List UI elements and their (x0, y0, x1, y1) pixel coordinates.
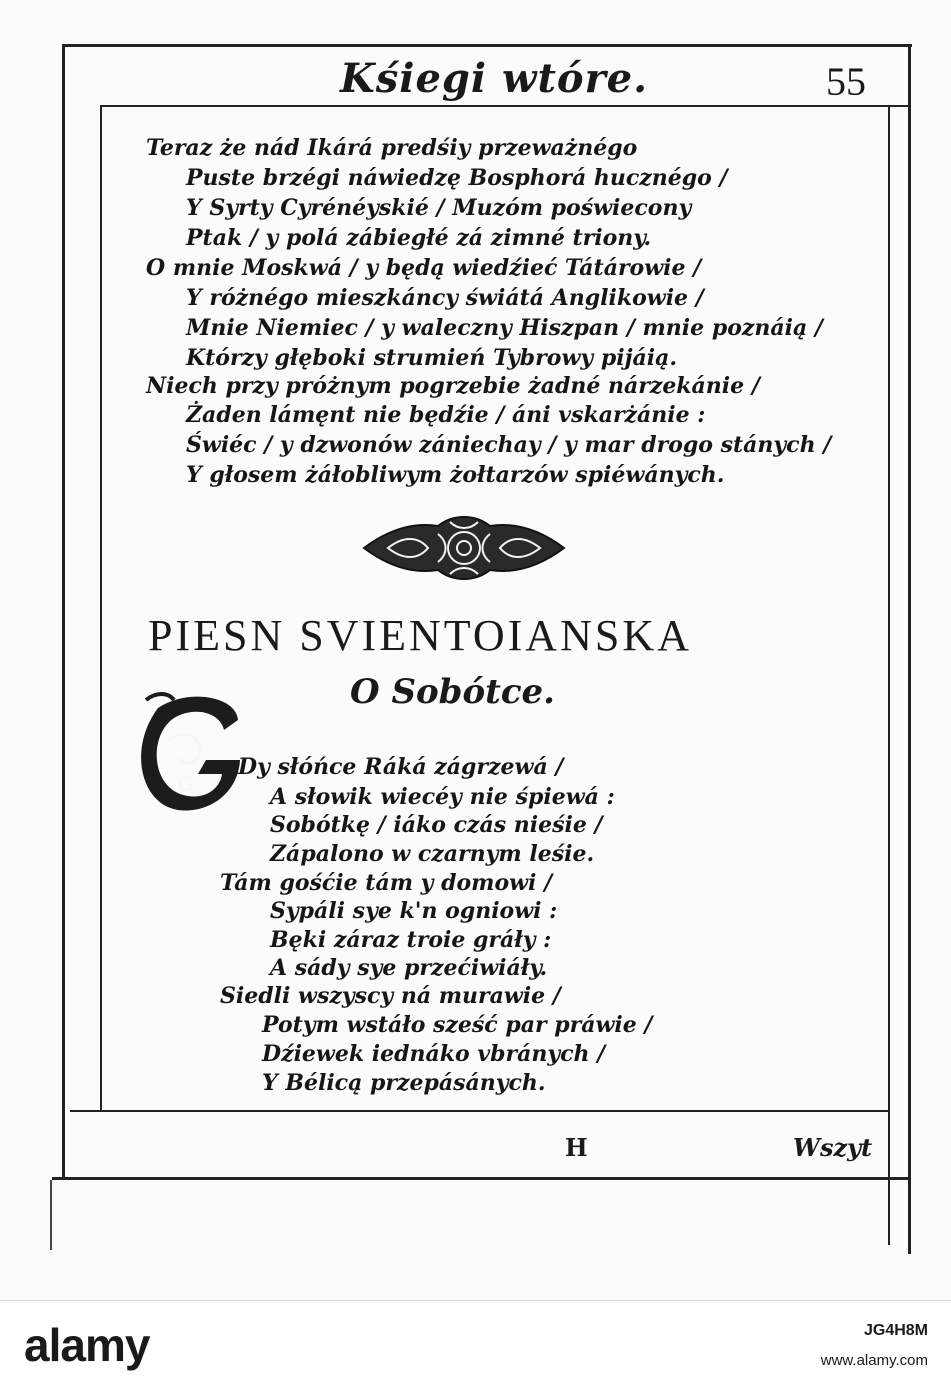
verse-line: Y głosem żáłobliwym żołtarzów spiéwánych. (186, 462, 725, 488)
verse-line: Którzy głęboki strumień Tybrowy pijáią. (186, 345, 678, 371)
verse-line: Mnie Niemiec / y waleczny Hiszpan / mnie poznáią / (186, 315, 823, 341)
song-subtitle: O Sobótce. (350, 672, 556, 712)
verse-line: Żaden lámęnt nie będźie / áni vskarżánie : (186, 402, 706, 428)
verse-line: Niech przy próżnym pogrzebie żadné nárzekánie / (146, 373, 760, 399)
verse-line: Sypáli sye k'n ogniowi : (270, 898, 558, 924)
initial-letter: G (178, 774, 193, 795)
watermark-url: www.alamy.com (820, 1352, 928, 1369)
verse-line: Dy słóńce Ráká zágrzewá / (238, 754, 564, 780)
verse-line: Siedli wszyscy ná murawie / (220, 983, 561, 1009)
verse-line: O mnie Moskwá / y będą wiedźieć Tátárowie / (146, 255, 702, 281)
verse-line: Ptak / y polá zábiegłé zá zimné triony. (186, 225, 652, 251)
watermark-image-id: JG4H8M (863, 1322, 928, 1339)
verse-line: Potym wstáło sześć par práwie / (262, 1012, 653, 1038)
verse-line: A sády sye przećiwiáły. (270, 955, 548, 981)
verse-line: Y Syrty Cyrénéyskié / Muzóm poświecony (186, 195, 692, 221)
verse-line: Teraz że nád Ikárá predśiy przeważnégo (146, 135, 638, 161)
verse-line: Świéc / y dzwonów zániechay / y mar drogo stánych / (186, 432, 832, 458)
watermark-logo: alamy (24, 1319, 150, 1371)
verse-line: Dźiewek iednáko vbránych / (262, 1041, 606, 1067)
verse-line: Sobótkę / iáko czás nieśie / (270, 812, 603, 838)
running-head: Kśiegi wtóre. (340, 55, 649, 102)
verse-line: Y Bélicą przepásánych. (262, 1070, 546, 1096)
song-title: PIESN SVIENTOIANSKA (148, 611, 692, 660)
verse-line: Puste brzégi náwiedzę Bosphorá hucznégo / (186, 165, 728, 191)
watermark-divider (0, 1300, 951, 1301)
verse-line: Bęki záraz troie gráły : (270, 927, 552, 953)
verse-line: Zápalono w czarnym leśie. (270, 841, 595, 867)
verse-line: Tám gośćie tám y domowi / (220, 870, 553, 896)
signature-mark: H (565, 1133, 588, 1162)
verse-line: A słowik wiecéy nie śpiewá : (270, 784, 615, 810)
catchword: Wszyt (793, 1133, 873, 1162)
verse-line: Y różnégo mieszkáncy świátá Anglikowie / (186, 285, 704, 311)
page-number: 55 (826, 59, 866, 104)
